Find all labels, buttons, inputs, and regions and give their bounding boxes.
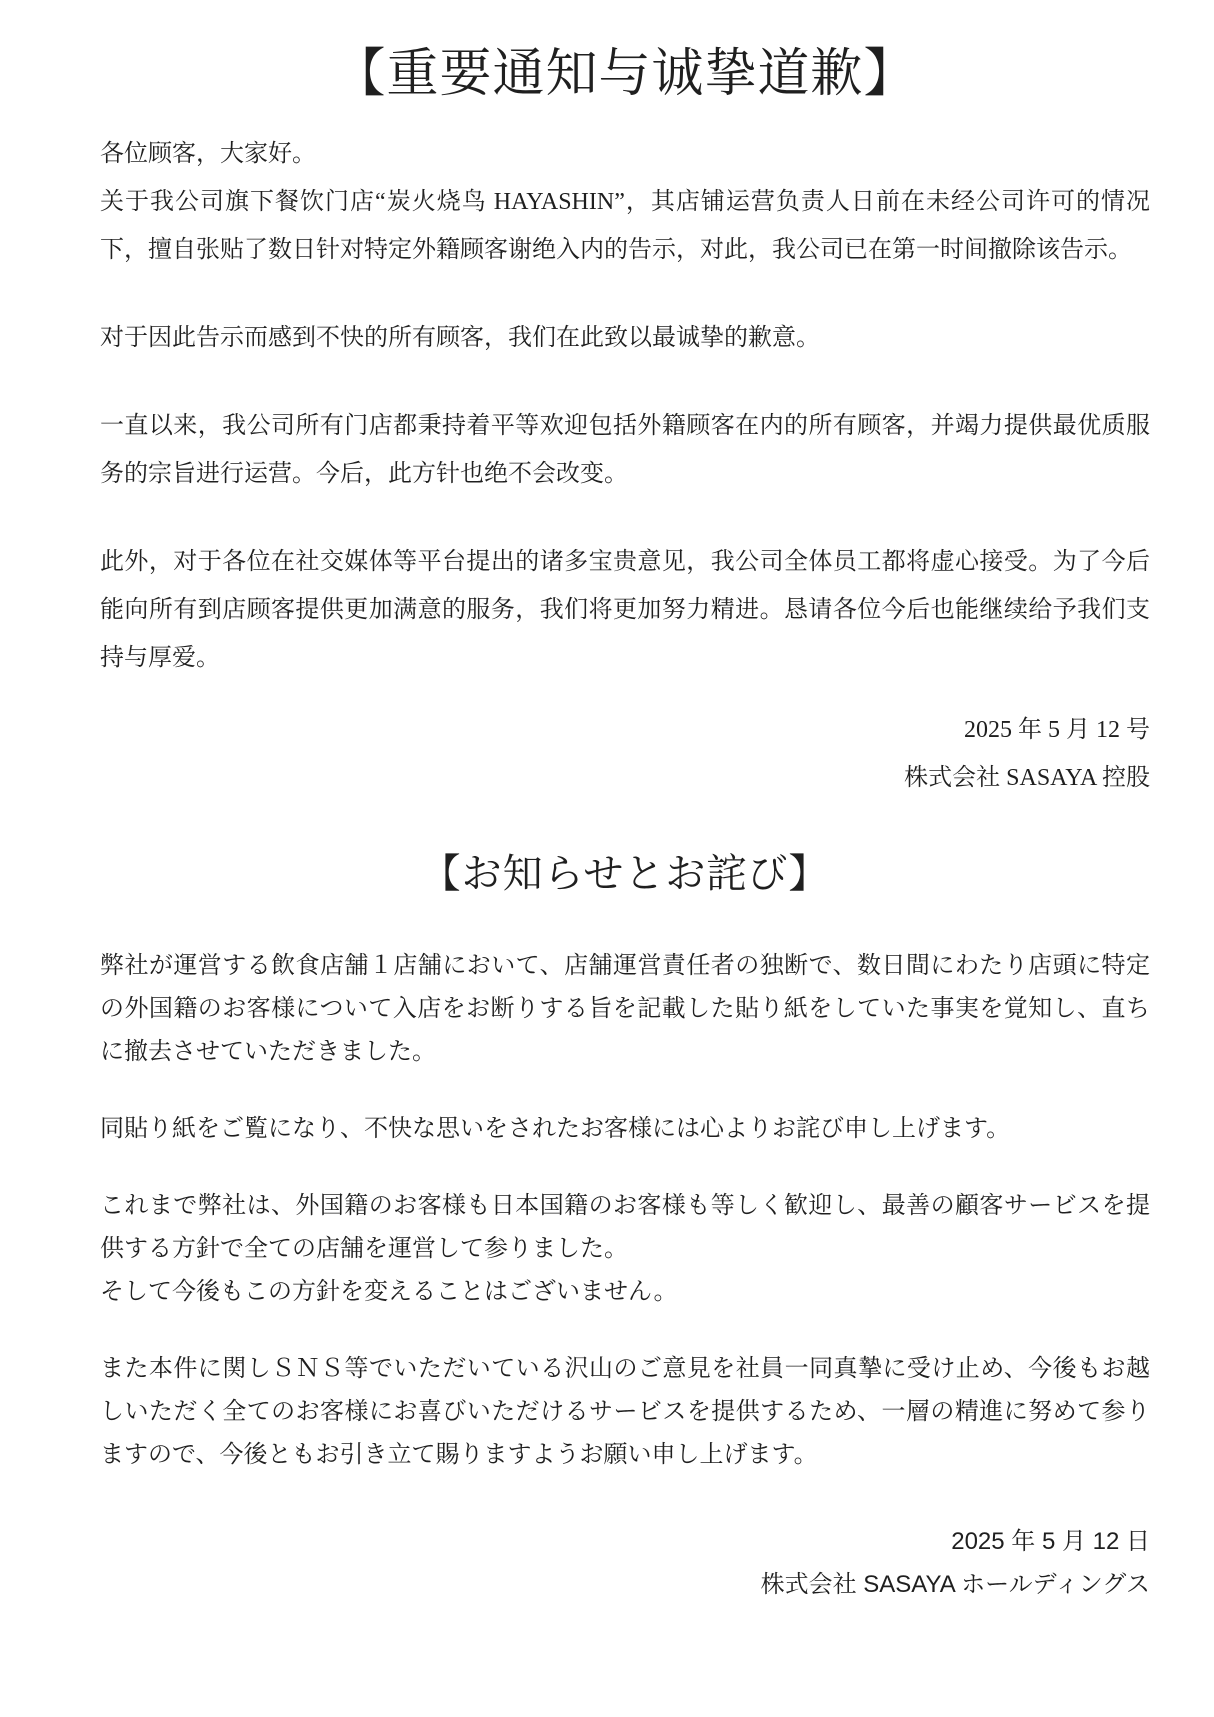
- japanese-signature: 株式会社 SASAYA ホールディングス: [760, 1571, 1150, 1598]
- chinese-title: 【重要通知与诚挚道歉】: [333, 46, 917, 103]
- japanese-title: 【お知らせとお詫び】: [420, 852, 830, 896]
- japanese-paragraph-policy-continuation: そして今後もこの方針を変えることはございません。: [100, 1278, 678, 1305]
- chinese-paragraph-feedback: 此外，对于各位在社交媒体等平台提出的诸多宝贵意见，我公司全体员工都将虚心接受。为了今后能向所有到店顾客提供更加满意的服务，我们将更加努力精进。恳请各位今后也能继续给予我们支持与厚爱。: [100, 549, 1150, 671]
- japanese-date: 2025 年 5 月 12 日: [951, 1528, 1150, 1555]
- chinese-greeting: 各位顾客，大家好。: [100, 141, 316, 167]
- chinese-paragraph-policy: 一直以来，我公司所有门店都秉持着平等欢迎包括外籍顾客在内的所有顾客，并竭力提供最优质服务的宗旨进行运营。今后，此方针也绝不会改变。: [100, 413, 1150, 487]
- chinese-notice-section: [100, 44, 1150, 802]
- japanese-notice-section: [100, 848, 1150, 1606]
- chinese-paragraph-apology: 对于因此告示而感到不快的所有顾客，我们在此致以最诚挚的歉意。: [100, 325, 820, 351]
- japanese-paragraph-feedback: また本件に関しＳＮＳ等でいただいている沢山のご意見を社員一同真摯に受け止め、今後もお越しいただく全てのお客様にお喜びいただけるサービスを提供するため、一層の精進に努めて参りますので、今後ともお引き立て賜りますようお願い申し上げます。: [100, 1355, 1150, 1468]
- chinese-paragraph-incident: 关于我公司旗下餐饮门店“炭火烧鸟 HAYASHIN”，其店铺运营负责人日前在未经公司许可的情况下，擅自张贴了数日针对特定外籍顾客谢绝入内的告示，对此，我公司已在第一时间撤除该告示。: [100, 189, 1150, 263]
- chinese-date: 2025 年 5 月 12 号: [964, 717, 1150, 743]
- chinese-signature: 株式会社 SASAYA 控股: [904, 765, 1150, 791]
- japanese-paragraph-incident: 弊社が運営する飲食店舗１店舗において、店舗運営責任者の独断で、数日間にわたり店頭に特定の外国籍のお客様について入店をお断りする旨を記載した貼り紙をしていた事実を覚知し、直ちに撤去させていただきました。: [100, 952, 1150, 1065]
- japanese-paragraph-policy: これまで弊社は、外国籍のお客様も日本国籍のお客様も等しく歓迎し、最善の顧客サービスを提供する方針で全ての店舗を運営して参りました。: [100, 1192, 1150, 1262]
- japanese-paragraph-apology: 同貼り紙をご覧になり、不快な思いをされたお客様には心よりお詫び申し上げます。: [100, 1115, 1011, 1142]
